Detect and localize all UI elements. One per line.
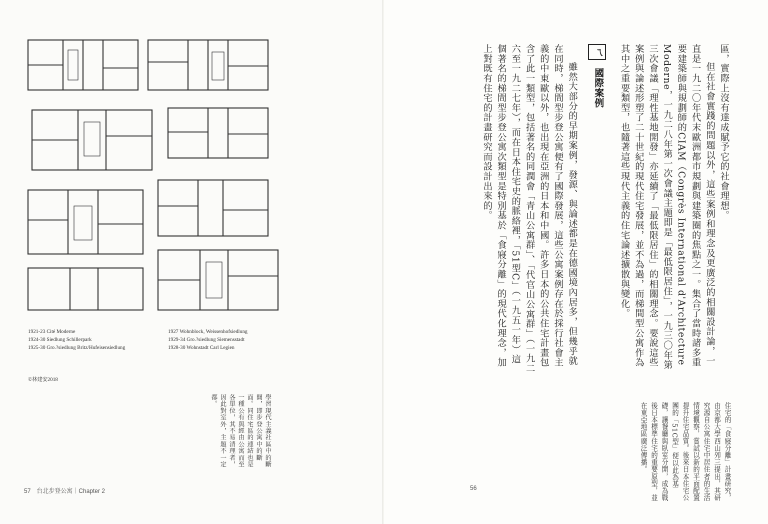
body-paragraph: 雖然大部分的早期案例，發源、與論述都是在德國境內居多，但幾乎就在同時，梯間型步登公寓便有了國際發展，這些公寓案例存在於採行社會主義的中東歐以外，也出現在亞洲的日本和中國。許多日本的公共住宅計畫包含了此一類型，包括著名的同潤會「青山公寓群」、「代官山公寓群」（一九二六至一九二七年），而在日本住宅史的脈絡裡，「51型C」（一九五一年）這個著名的梯間型步登公寓次類型是特別基於「食寢分離」的現代化理念，加上對既有住宅的計畫研究而設計出來的。 [480, 44, 578, 374]
caption-line: 1925-30 Gro.?siedlung Britz/Hufeisensiedlung [28, 345, 126, 351]
main-body-text [466, 44, 730, 374]
section-heading [588, 44, 606, 108]
body-paragraph: 區，實際上沒有達成賦予它的社會理想。 [718, 44, 729, 221]
folio-left: 57 台北步登公寓｜Chapter 2 [24, 489, 106, 495]
floor-plans-drawing [28, 40, 278, 310]
left-sidenote: 學習現代主義社區中的斷開，即步登公寓中的斷面。同住宅區的連結也是一種公有與經由公寓而至各單位，其不易清理者，因此對室外，主題不一定都。 [210, 394, 271, 468]
section-number: ㄟ [588, 44, 606, 60]
right-sidenote: 住宅的「食寢分離」計畫研究，由京都大學西山夘三提出，其研究源自公寓住宅中居住者的生活情境觀察，嘗試以新的平面配置提升住宅品質。後來日本住宅公團的「51C型」便以此為基礎，讓餐廳與臥室分開，成為戰後日本標準住宅的重要原型，並在東亞地區廣泛傳播。 [639, 402, 731, 502]
image-credit: ©林建安2018 [28, 377, 58, 383]
caption-line: 1924-30 Siedlung Schillerpark [28, 337, 92, 343]
caption-line: 1927 Wohnblock, Weissenhofsiedlung [168, 329, 248, 335]
folio-right: 56 [470, 486, 477, 492]
section-title: 國際案例 [592, 68, 604, 109]
caption-line: 1921-23 Cité Moderne [28, 329, 76, 335]
caption-line: 1928-30 Wohnstadt Carl Legien [168, 345, 235, 351]
caption-column-1 [28, 328, 156, 352]
floor-plans-illustration [28, 40, 278, 310]
caption-column-2 [168, 328, 296, 352]
caption-line: 1929-34 Gro.?siedlung Siemensstadt [168, 337, 245, 343]
body-paragraph: 但在社會實踐的問題以外，這些案例和理念及更廣泛的相關設計論，一直是一九二〇年代末歐洲都市規劃與建築圈的焦點之一。集合了當時諸多重要建築師與規劃師的CIAM（Congrès International d'Architecture Moderne，一九二八年第一次會議主題即是「最低限居住」，一九三〇年第三次會議「理性基地開發」亦延續了「最低限居住」的相關理念。要說這些案例與論述形塑了二十世紀的現代住宅發展，並不為過，而梯間型公寓作為其中之重要類型，也隨著這些現代主義的住宅論述擴散與變化。 [618, 44, 715, 370]
